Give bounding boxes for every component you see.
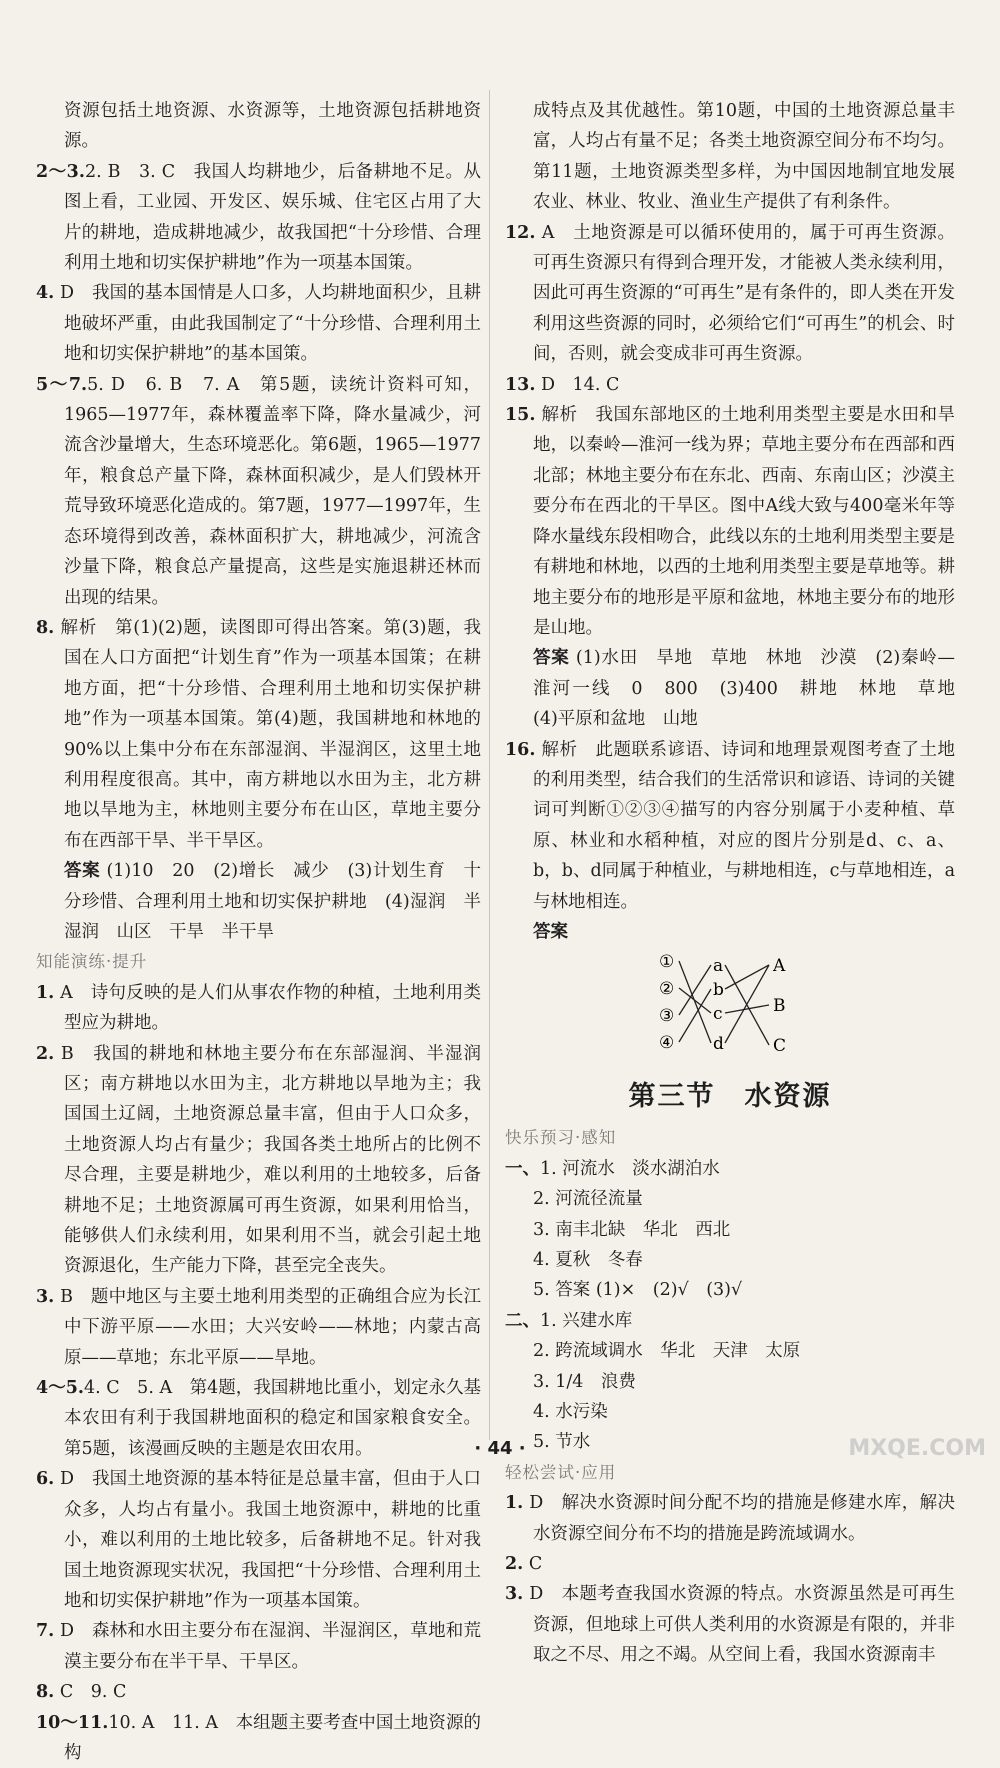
item-number: 1. (505, 1493, 524, 1514)
paragraph-text: 知能演练·提升 (36, 952, 148, 972)
item-number: 3. (36, 1286, 55, 1307)
paragraph-text: 解析 此题联系谚语、诗词和地理景观图考查了土地的利用类型，结合我们的生活常识和谚语、诗词的关键词可判断①②③④描写的内容分别属于小麦种植、草原、林业和水稻种植，对应的图片分别是d、c、a、b，b、d同属于种植业，与耕地相连，c与草地相连，a与林地相连。 (533, 739, 955, 912)
paragraph-text: 2. 跨流域调水 华北 天津 太原 (533, 1341, 801, 1362)
paragraph-text: D 14. C (535, 374, 620, 395)
answer-paragraph (36, 1677, 481, 1707)
item-number: 4～5. (36, 1378, 84, 1399)
diagram-left-label: ④ (659, 1033, 675, 1054)
answer-paragraph (505, 1579, 955, 1670)
item-number: 8. (36, 1682, 55, 1703)
answer-paragraph (36, 613, 481, 856)
answer-paragraph (505, 1245, 955, 1275)
paragraph-text: 4. 夏秋 冬春 (533, 1250, 643, 1270)
paragraph-text: 解析 第(1)(2)题，读图即可得出答案。第(3)题，我国在人口方面把“计划生育”作为一项基本国策；在耕地方面，把“十分珍惜、合理利用土地和切实保护耕地”作为一项基本国策。第(4)题，我国耕地和林地的90%以上集中分布在东部湿润、半湿润区，这里土地利用程度很高。其中，南方耕地以水田为主，北方耕地以旱地为主，林地则主要分布在山区，草地主要分布在西部干旱、半干旱区。 (54, 617, 481, 851)
matching-diagram (505, 947, 955, 1067)
answer-paragraph (505, 1549, 955, 1579)
paragraph-text: (1)10 20 (2)增长 减少 (3)计划生育 十分珍惜、合理利用土地和切实保护耕地 (4)湿润 半湿润 山区 干旱 半干旱 (64, 861, 482, 942)
item-number: 15. (505, 405, 536, 426)
answer-paragraph (36, 1708, 481, 1768)
answer-paragraph (505, 1275, 955, 1305)
answer-paragraph (505, 1397, 955, 1427)
answer-paragraph (505, 1488, 955, 1549)
paragraph-text: 4. 水污染 (533, 1402, 608, 1423)
chapter-title: 第三节 水资源 (628, 1081, 832, 1113)
watermark-logo: MXQE.COM (848, 1436, 986, 1461)
diagram-left-label: ③ (659, 1006, 675, 1027)
item-number: 二、 (505, 1310, 540, 1331)
answer-paragraph (505, 1306, 955, 1336)
paragraph-text: 3. 南丰北缺 华北 西北 (533, 1219, 731, 1240)
answer-paragraph (505, 1154, 955, 1184)
paragraph-text: 解析 我国东部地区的土地利用类型主要是水田和旱地，以秦岭—淮河一线为界；草地主要分布在西部和西北部；林地主要分布在东北、西南、东南山区；沙漠主要分布在西北的干旱区。图中A线大致与400毫米年等降水量线东段相吻合，此线以东的土地利用类型主要是有耕地和林地，以西的土地利用类型主要是草地等。耕地主要分布的地形是平原和盆地，林地主要分布的地形是山地。 (533, 405, 955, 638)
answer-paragraph (505, 735, 955, 917)
paragraph-text: C 9. C (54, 1682, 127, 1703)
diagram-right-label: B (773, 996, 786, 1017)
diagram-right-label: C (773, 1036, 787, 1057)
answer-paragraph (505, 400, 955, 643)
answer-paragraph (36, 1282, 481, 1373)
item-number: 答案 (533, 921, 568, 942)
diagram-mid-label: a (713, 956, 724, 977)
column-divider (489, 90, 490, 1440)
diagram-mid-label: c (713, 1004, 723, 1025)
answer-paragraph (505, 1184, 955, 1214)
paragraph-text: D 本题考查我国水资源的特点。水资源虽然是可再生资源，但地球上可供人类利用的水资源是有限的，并非取之不尽、用之不竭。从空间上看，我国水资源南丰 (523, 1584, 955, 1666)
diagram-link-line (679, 988, 711, 1013)
diagram-mid-label: b (713, 980, 724, 1001)
paragraph-text: 3. 1/4 浪费 (533, 1371, 636, 1392)
paragraph-text: 5. 答案 (1)× (2)√ (3)√ (533, 1280, 743, 1301)
paragraph-text: 快乐预习·感知 (505, 1128, 617, 1148)
item-number: 答案 (533, 648, 570, 669)
answer-paragraph (36, 856, 481, 947)
item-number: 13. (505, 374, 536, 395)
answer-paragraph (505, 643, 973, 734)
paragraph-text: 5. 节水 (533, 1432, 591, 1453)
item-number: 2. (36, 1043, 55, 1064)
item-number: 8. (36, 617, 55, 638)
item-number: 答案 (64, 861, 101, 882)
paragraph-text: D 我国土地资源的基本特征是总量丰富，但由于人口众多，人均占有量小。我国土地资源中，耕地的比重小，难以利用的土地比较多，后备耕地不足。针对我国土地资源现实状况，我国把“十分珍惜、合理利用土地和切实保护耕地”作为一项基本国策。 (54, 1469, 481, 1611)
paragraph-text: B 我国的耕地和林地主要分布在东部湿润、半湿润区；南方耕地以水田为主，北方耕地以旱地为主；我国国土辽阔，土地资源总量丰富，但由于人口众多，土地资源人均占有量少；我国各类土地所占的比例不尽合理，主要是耕地少，难以利用的土地较多，后备耕地不足；土地资源属可再生资源，如果利用恰当，能够供人们永续利用，如果利用不当，就会引起土地资源退化，生产能力下降，甚至完全丧失。 (54, 1043, 481, 1277)
answer-paragraph (36, 96, 481, 157)
paragraph-text: 轻松尝试·应用 (505, 1462, 617, 1482)
item-number: 12. (505, 222, 536, 243)
item-number: 6. (36, 1469, 55, 1490)
diagram-link-line (679, 989, 711, 1042)
paragraph-text: C (523, 1554, 543, 1575)
paragraph-text: A 诗句反映的是人们从事农作物的种植，土地利用类型应为耕地。 (54, 982, 481, 1034)
answer-paragraph (505, 218, 955, 370)
item-number: 3. (505, 1584, 524, 1605)
paragraph-text: 4. C 5. A 第4题，我国耕地比重小，划定永久基本农田有利于我国耕地面积的稳定和国家粮食安全。第5题，该漫画反映的主题是农田农用。 (64, 1378, 481, 1459)
right-bottom-block (505, 1123, 955, 1670)
page-number: · 44 · (474, 1438, 526, 1459)
answer-paragraph (505, 1367, 955, 1397)
paragraph-text: D 解决水资源时间分配不均的措施是修建水库，解决水资源空间分布不均的措施是跨流域调水。 (523, 1493, 955, 1544)
item-number: 2. (505, 1554, 524, 1575)
diagram-left-label: ① (659, 952, 675, 973)
item-number: 16. (505, 739, 536, 760)
item-number: 7. (36, 1621, 55, 1642)
paragraph-text: D 我国的基本国情是人口多，人均耕地面积少，且耕地破坏严重，由此我国制定了“十分珍惜、合理利用土地和切实保护耕地”的基本国策。 (54, 283, 481, 365)
answer-paragraph (36, 1616, 481, 1677)
diagram-left-label: ② (659, 979, 675, 1000)
item-number: 1. (36, 982, 55, 1003)
diagram-mid-label: d (713, 1034, 724, 1055)
answer-paragraph (505, 917, 955, 947)
paragraph-text: A 土地资源是可以循环使用的，属于可再生资源。可再生资源只有得到合理开发，才能被人类永续利用，因此可再生资源的“可再生”是有条件的，即人类在开发利用这些资源的同时，必须给它们“可再生”的机会、时间，否则，就会变成非可再生资源。 (533, 222, 955, 365)
matching-lines-svg (505, 947, 955, 1067)
answer-paragraph (505, 1336, 955, 1366)
answer-paragraph (36, 157, 481, 279)
right-top-block (505, 96, 973, 947)
right-column (505, 96, 973, 1671)
paragraph-text: 成特点及其优越性。第10题，中国的土地资源总量丰富，人均占有量不足；各类土地资源空间分布不均匀。第11题，土地资源类型多样，为中国因地制宜地发展农业、林业、牧业、渔业生产提供了有利条件。 (533, 101, 955, 213)
section-heading (36, 947, 481, 977)
paragraph-text: 10. A 11. A 本组题主要考查中国土地资源的构 (64, 1712, 481, 1763)
item-number: 5～7. (36, 374, 88, 395)
paragraph-text: 资源包括土地资源、水资源等，土地资源包括耕地资源。 (64, 101, 481, 152)
paragraph-text: (1)水田 旱地 草地 林地 沙漠 (2)秦岭—淮河一线 0 800 (3)400 耕地 林地 草地 (4)平原和盆地 山地 (533, 648, 973, 730)
left-column (36, 96, 481, 1768)
answer-paragraph (505, 1215, 955, 1245)
answer-paragraph (505, 96, 955, 218)
item-number: 2～3. (36, 161, 85, 182)
paragraph-text: 2. 河流径流量 (533, 1189, 643, 1210)
answer-paragraph (36, 1039, 481, 1282)
answer-paragraph (505, 370, 955, 400)
item-number: 4. (36, 283, 55, 304)
item-number: 10～11. (36, 1712, 109, 1733)
answer-paragraph (36, 978, 481, 1039)
paragraph-text: 1. 兴建水库 (540, 1310, 633, 1331)
paragraph-text: D 森林和水田主要分布在湿润、半湿润区，草地和荒漠主要分布在半干旱、干旱区。 (54, 1621, 481, 1672)
paragraph-text: 5. D 6. B 7. A 第5题，读统计资料可知，1965—1977年，森林覆盖率下降，降水量减少，河流含沙量增大，生态环境恶化。第6题，1965—1977年，粮食总产量下降，森林面积减少，是人们毁林开荒导致环境恶化造成的。第7题，1977—1997年，生态环境得到改善，森林面积扩大，耕地减少，河流含沙量下降，粮食总产量提高，这些是实施退耕还林而出现的结果。 (64, 374, 481, 608)
answer-paragraph (36, 1464, 481, 1616)
paragraph-text: B 题中地区与主要土地利用类型的正确组合应为长江中下游平原——水田；大兴安岭——林地；内蒙古高原——草地；东北平原——旱地。 (54, 1286, 481, 1368)
paragraph-text: 1. 河流水 淡水湖泊水 (540, 1158, 720, 1179)
section-heading (505, 1458, 955, 1488)
answer-paragraph (36, 370, 481, 613)
item-number: 一、 (505, 1158, 540, 1179)
diagram-right-label: A (773, 956, 786, 977)
section-heading (505, 1123, 955, 1153)
paragraph-text: 2. B 3. C 我国人均耕地少，后备耕地不足。从图上看，工业园、开发区、娱乐城、住宅区占用了大片的耕地，造成耕地减少，故我国把“十分珍惜、合理利用土地和切实保护耕地”作为一项基本国策。 (64, 161, 481, 274)
answer-paragraph (36, 278, 481, 369)
